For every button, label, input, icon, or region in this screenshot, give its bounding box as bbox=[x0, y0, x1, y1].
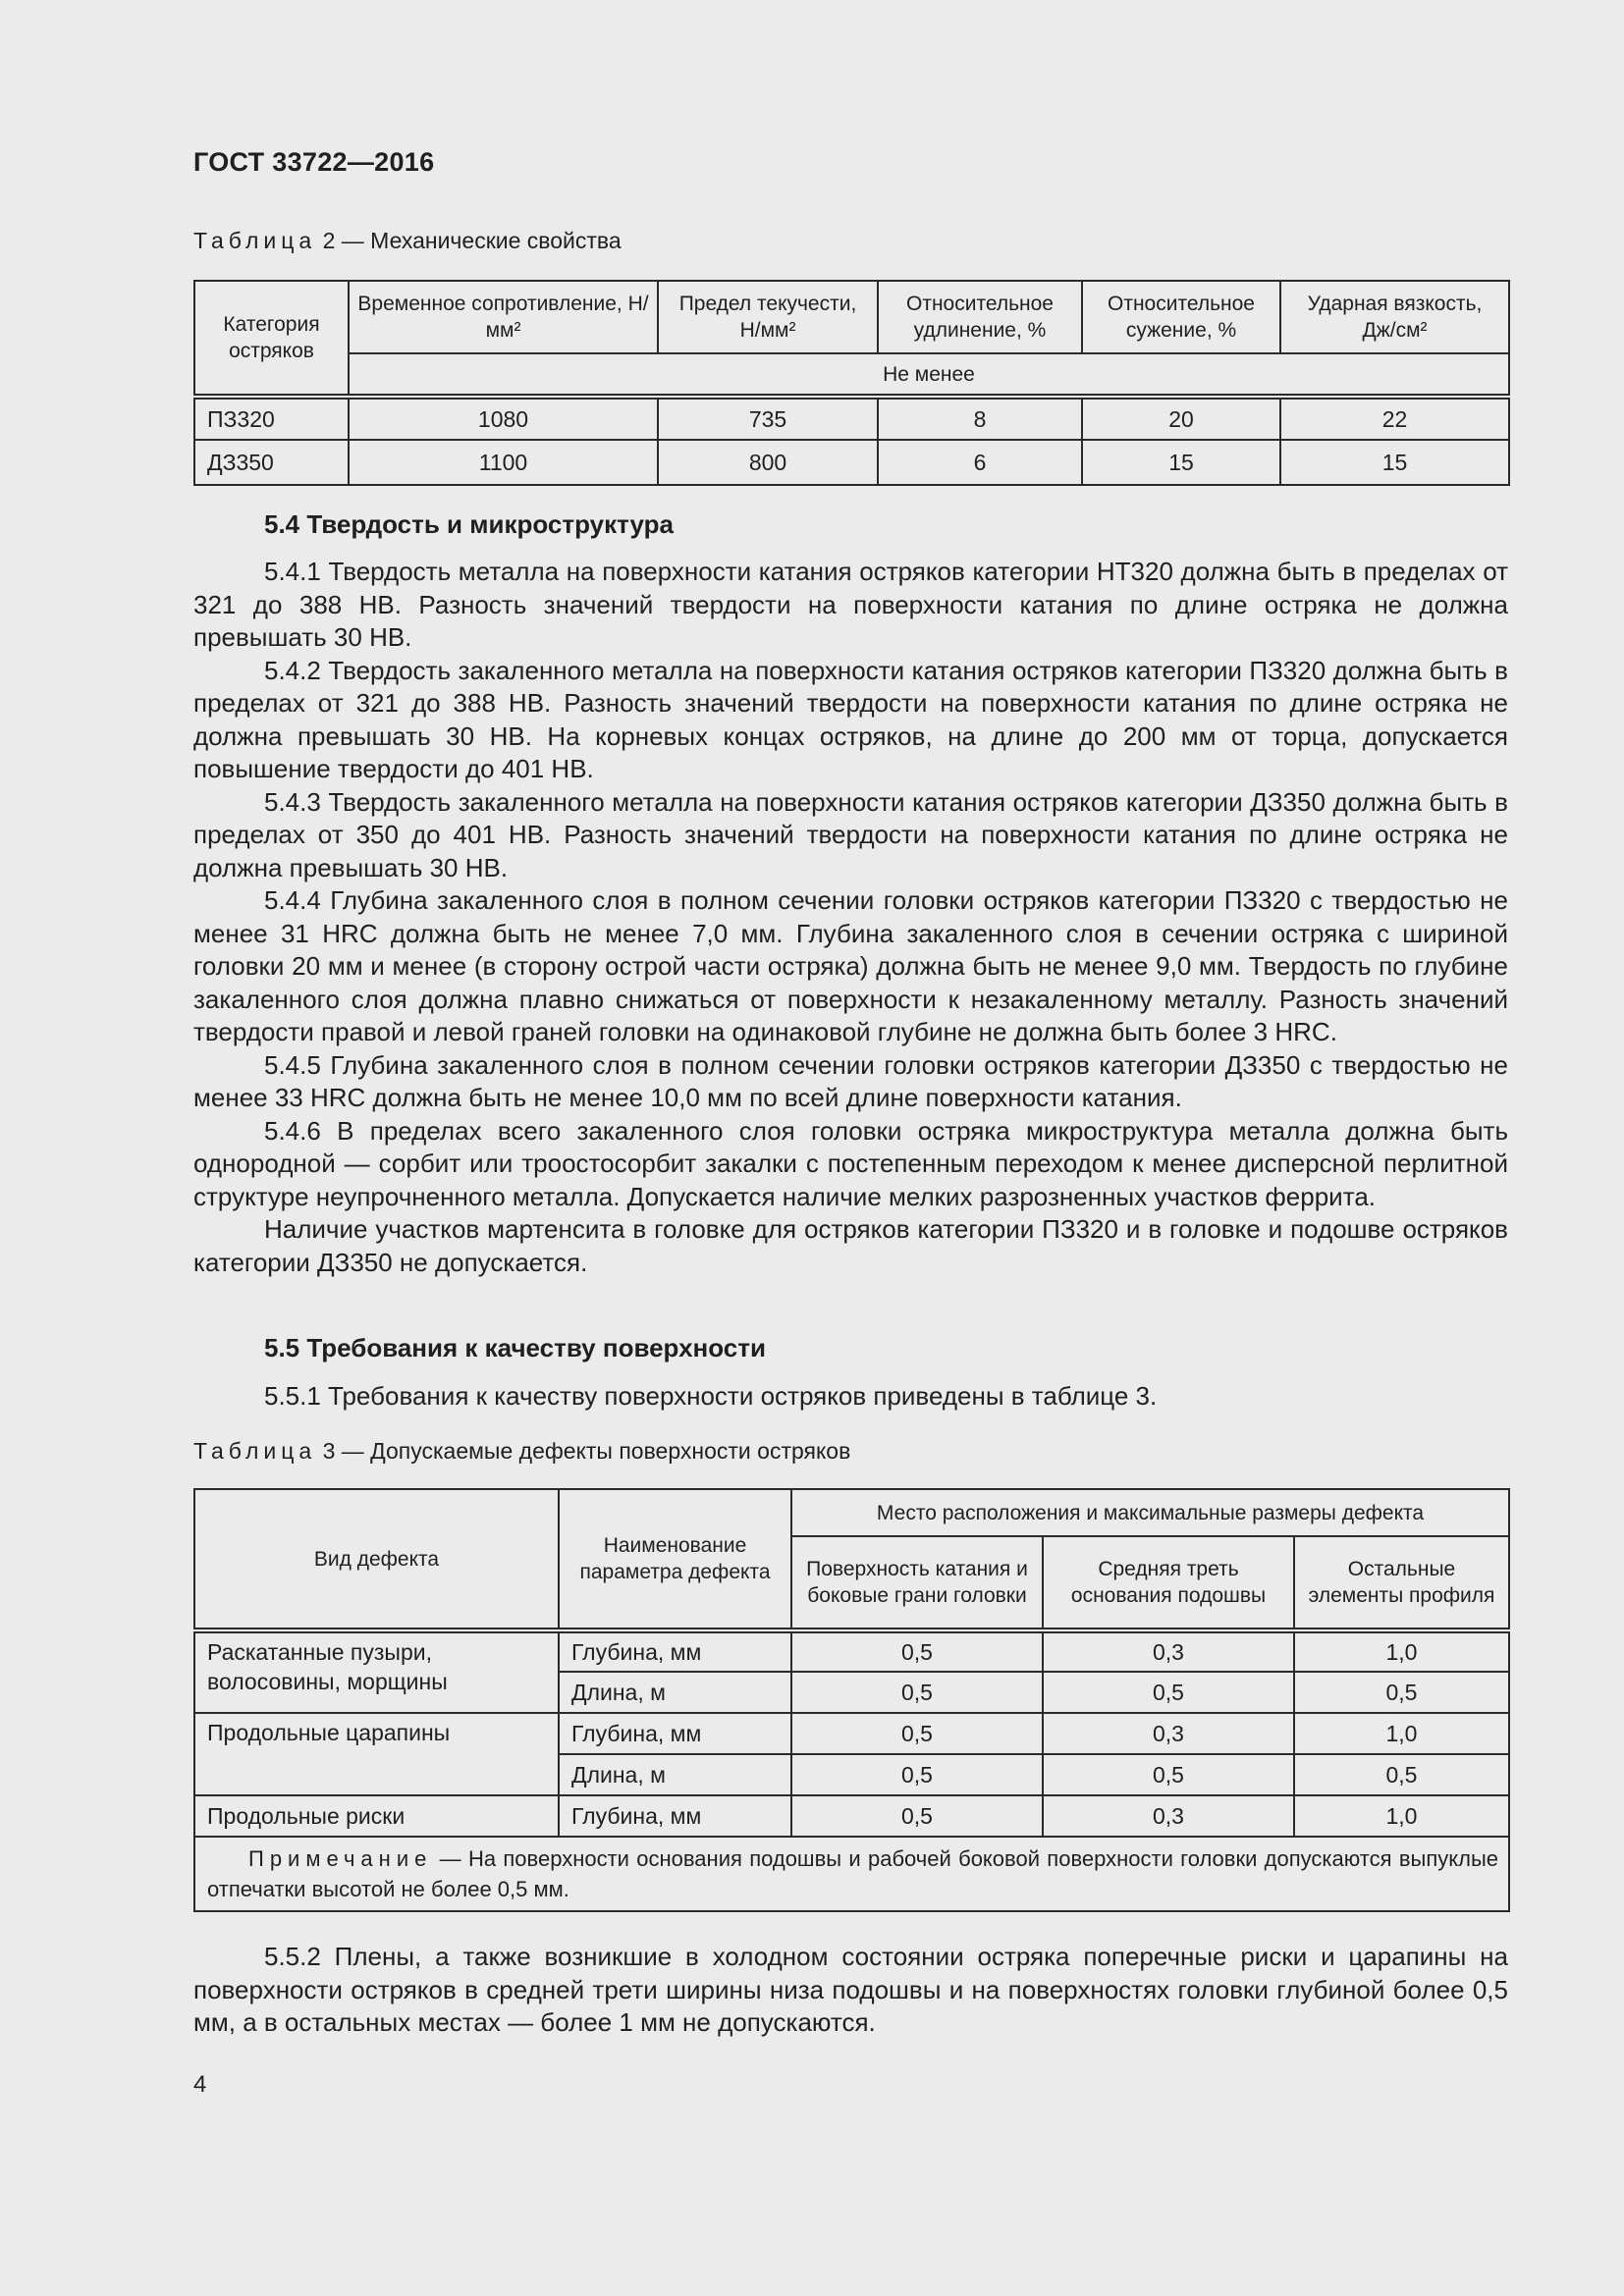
paragraph-5-5-2: 5.5.2 Плены, а также возникшие в холодном состоянии остряка поперечные риски и царапины на поверхности остряков в средней трети ширины низа подошвы и на поверхностях головки глубиной более 0,5 мм, а в остальных местах — более 1 мм не допускаются. bbox=[193, 1942, 1508, 2037]
paragraph-5-4-2: 5.4.2 Твердость закаленного металла на поверхности катания остряков категории ПЗ320 должна быть в пределах от 321 до 388 НВ. Разность значений твердости на поверхности катания по длине остряка не должна превышать 30 НВ. На корневых концах остряков, на длине до 200 мм от торца, допускается повышение твердости до 401 НВ. bbox=[193, 655, 1508, 783]
section-5-5-body bbox=[193, 1380, 1508, 1414]
table2-cell-category: ПЗ320 bbox=[194, 397, 349, 440]
table3-cell-middle: 0,3 bbox=[1043, 1630, 1294, 1672]
table3-cell-other: 1,0 bbox=[1294, 1795, 1509, 1837]
table3-cell-surface: 0,5 bbox=[791, 1630, 1043, 1672]
table2-cell-yield: 800 bbox=[658, 440, 878, 485]
table2-cell-narrowing: 20 bbox=[1082, 397, 1280, 440]
table2-cell-elongation: 6 bbox=[878, 440, 1082, 485]
table3-note bbox=[194, 1837, 1509, 1911]
section-5-5-title: 5.5 Требования к качеству поверхности bbox=[264, 1333, 766, 1362]
section-5-4-title: 5.4 Твердость и микроструктура bbox=[264, 509, 674, 539]
paragraph-5-4-4: 5.4.4 Глубина закаленного слоя в полном сечении головки остряков категории ПЗ320 с твердостью не менее 31 HRC должна быть не менее 7,0 мм. Глубина закаленного слоя в сечении остряка с шириной головки 20 мм и менее (в сторону острой части остряка) должна быть не менее 9,0 мм. Твердость по глубине закаленного слоя должна плавно снижаться от поверхности к незакаленному металлу. Разность значений твердости правой и левой граней головки на одинаковой глубине не должна быть более 3 HRC. bbox=[193, 885, 1508, 1046]
table3-note-word: Примечание bbox=[248, 1846, 433, 1871]
table3-surface-defects bbox=[193, 1488, 1510, 1912]
table3-cell-middle: 0,5 bbox=[1043, 1754, 1294, 1795]
table2-header-narrowing: Относительное сужение, % bbox=[1082, 281, 1280, 353]
table3-cell-other: 0,5 bbox=[1294, 1754, 1509, 1795]
table3-cell-middle: 0,3 bbox=[1043, 1713, 1294, 1754]
table-row bbox=[194, 440, 1509, 485]
table2-caption-word: Таблица bbox=[193, 228, 317, 253]
table2-header-elongation: Относительное удлинение, % bbox=[878, 281, 1082, 353]
table3-cell-surface: 0,5 bbox=[791, 1672, 1043, 1713]
paragraph-5-5-1: 5.5.1 Требования к качеству поверхности остряков приведены в таблице 3. bbox=[264, 1381, 1158, 1411]
paragraph-5-4-1: 5.4.1 Твердость металла на поверхности катания остряков категории НТ320 должна быть в пределах от 321 до 388 НВ. Разность значений твердости на поверхности катания по длине остряка не должна превышать 30 НВ. bbox=[193, 557, 1508, 652]
table3-header-surface: Поверхность катания и боковые грани головки bbox=[791, 1536, 1043, 1630]
table3-cell-param: Длина, м bbox=[559, 1672, 791, 1713]
paragraph-martensite: Наличие участков мартенсита в головке для остряков категории ПЗ320 и в головке и подошве остряков категории ДЗ350 не допускается. bbox=[193, 1214, 1508, 1277]
table2-cell-tensile: 1100 bbox=[349, 440, 658, 485]
table3-caption bbox=[193, 1438, 850, 1465]
table3-cell-surface: 0,5 bbox=[791, 1713, 1043, 1754]
table3-cell-defect: Раскатанные пузыри, волосовины, морщины bbox=[194, 1630, 559, 1713]
table3-cell-param: Длина, м bbox=[559, 1754, 791, 1795]
table2-header-tensile: Временное сопротивление, Н/мм² bbox=[349, 281, 658, 353]
table-row bbox=[194, 1630, 1509, 1672]
table2-cell-elongation: 8 bbox=[878, 397, 1082, 440]
table2-caption bbox=[193, 228, 622, 254]
table2-header-yield: Предел текучести, Н/мм² bbox=[658, 281, 878, 353]
table3-cell-other: 1,0 bbox=[1294, 1713, 1509, 1754]
table2-cell-yield: 735 bbox=[658, 397, 878, 440]
table-row bbox=[194, 1713, 1509, 1754]
table2-mechanical-properties bbox=[193, 280, 1510, 486]
table2-header-min: Не менее bbox=[349, 353, 1509, 397]
table3-note-text: — На поверхности основания подошвы и рабочей боковой поверхности головки допускаются выпуклые отпечатки высотой не более 0,5 мм. bbox=[207, 1846, 1498, 1901]
table3-header-param: Наименование параметра дефекта bbox=[559, 1489, 791, 1630]
table3-header-defect: Вид дефекта bbox=[194, 1489, 559, 1630]
table3-header-middle: Средняя треть основания подошвы bbox=[1043, 1536, 1294, 1630]
table3-cell-other: 0,5 bbox=[1294, 1672, 1509, 1713]
table3-caption-word: Таблица bbox=[193, 1438, 317, 1464]
table2-cell-impact: 22 bbox=[1280, 397, 1509, 440]
table2-cell-impact: 15 bbox=[1280, 440, 1509, 485]
paragraph-5-5-2-block bbox=[193, 1941, 1508, 2040]
table3-cell-defect: Продольные риски bbox=[194, 1795, 559, 1837]
table3-cell-other: 1,0 bbox=[1294, 1630, 1509, 1672]
table3-cell-surface: 0,5 bbox=[791, 1795, 1043, 1837]
table2-cell-category: ДЗ350 bbox=[194, 440, 349, 485]
table3-cell-param: Глубина, мм bbox=[559, 1630, 791, 1672]
table3-caption-text: 3 — Допускаемые дефекты поверхности остряков bbox=[322, 1438, 851, 1464]
table3-cell-param: Глубина, мм bbox=[559, 1795, 791, 1837]
paragraph-5-4-5: 5.4.5 Глубина закаленного слоя в полном сечении головки остряков категории ДЗ350 с твердостью не менее 33 HRC должна быть не менее 10,0 мм по всей длине поверхности катания. bbox=[193, 1049, 1508, 1112]
table-row bbox=[194, 1795, 1509, 1837]
paragraph-5-4-6: 5.4.6 В пределах всего закаленного слоя головки остряка микроструктура металла должна быть однородной — сорбит или троостосорбит закалки с постепенным переходом к менее дисперсной перлитной структуре неупрочненного металла. Допускается наличие мелких разрозненных участков феррита. bbox=[193, 1115, 1508, 1211]
table2-header-category: Категория остряков bbox=[194, 281, 349, 397]
table2-caption-text: 2 — Механические свойства bbox=[322, 228, 622, 253]
table3-header-other: Остальные элементы профиля bbox=[1294, 1536, 1509, 1630]
page-number: 4 bbox=[193, 2071, 207, 2098]
table3-cell-middle: 0,5 bbox=[1043, 1672, 1294, 1713]
section-5-4-body bbox=[193, 556, 1508, 1279]
table3-cell-middle: 0,3 bbox=[1043, 1795, 1294, 1837]
table2-header-impact: Ударная вязкость, Дж/см² bbox=[1280, 281, 1509, 353]
table3-cell-param: Глубина, мм bbox=[559, 1713, 791, 1754]
paragraph-5-4-3: 5.4.3 Твердость закаленного металла на поверхности катания остряков категории ДЗ350 должна быть в пределах от 350 до 401 НВ. Разность значений твердости на поверхности катания по длине остряка не должна превышать 30 НВ. bbox=[193, 786, 1508, 882]
table-row bbox=[194, 397, 1509, 440]
table3-header-location: Место расположения и максимальные размеры дефекта bbox=[791, 1489, 1509, 1536]
table2-cell-narrowing: 15 bbox=[1082, 440, 1280, 485]
table2-cell-tensile: 1080 bbox=[349, 397, 658, 440]
table3-cell-defect: Продольные царапины bbox=[194, 1713, 559, 1795]
table3-cell-surface: 0,5 bbox=[791, 1754, 1043, 1795]
document-header: ГОСТ 33722—2016 bbox=[193, 147, 435, 177]
